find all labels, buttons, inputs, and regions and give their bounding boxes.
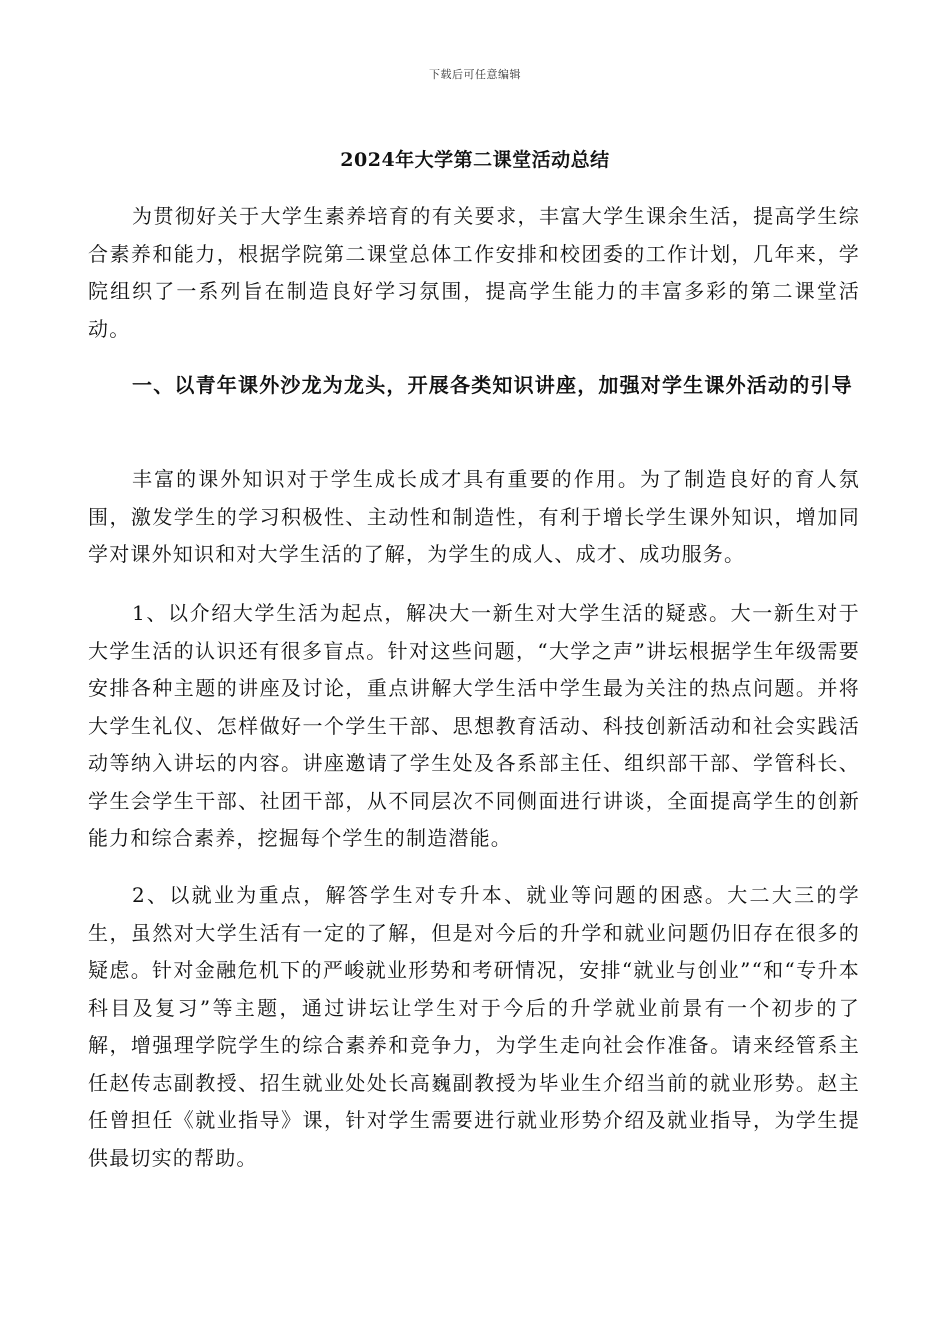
document-title: 2024年大学第二课堂活动总结 (340, 149, 610, 171)
section-1-heading: 一、以青年课外沙龙为龙头，开展各类知识讲座，加强对学生课外活动的引导 (132, 373, 853, 397)
item-2-paragraph: 2、以就业为重点，解答学生对专升本、就业等问题的困惑。大二大三的学生，虽然对大学生活有一定的了解，但是对今后的升学和就业问题仍旧存在很多的疑虑。针对金融危机下的严峻就业形势和考研情况，安排“就业与创业”“和“专升本科目及复习”等主题，通过讲坛让学生对于今后的升学就业前景有一个初步的了解，增强理学院学生的综合素养和竞争力，为学生走向社会作准备。请来经管系主任赵传志副教授、招生就业处处长高巍副教授为毕业生介绍当前的就业形势。赵主任曾担任《就业指导》课，针对学生需要进行就业形势介绍及就业指导，为学生提供最切实的帮助。 (88, 883, 860, 1170)
header-note: 下载后可任意编辑 (429, 68, 521, 81)
item-1-paragraph: 1、以介绍大学生活为起点，解决大一新生对大学生活的疑惑。大一新生对于大学生活的认识还有很多盲点。针对这些问题，“大学之声”讲坛根据学生年级需要安排各种主题的讲座及讨论，重点讲解大学生活中学生最为关注的热点问题。并将大学生礼仪、怎样做好一个学生干部、思想教育活动、科技创新活动和社会实践活动等纳入讲坛的内容。讲座邀请了学生处及各系部主任、组织部干部、学管科长、学生会学生干部、社团干部，从不同层次不同侧面进行讲谈，全面提高学生的创新能力和综合素养，挖掘每个学生的制造潜能。 (88, 601, 860, 850)
section-1-intro-paragraph: 丰富的课外知识对于学生成长成才具有重要的作用。为了制造良好的育人氛围，激发学生的学习积极性、主动性和制造性，有利于增长学生课外知识，增加同学对课外知识和对大学生活的了解，为学生的成人、成才、成功服务。 (88, 467, 860, 566)
intro-paragraph: 为贯彻好关于大学生素养培育的有关要求，丰富大学生课余生活，提高学生综合素养和能力，根据学院第二课堂总体工作安排和校团委的工作计划，几年来，学院组织了一系列旨在制造良好学习氛围，提高学生能力的丰富多彩的第二课堂活动。 (88, 204, 860, 341)
